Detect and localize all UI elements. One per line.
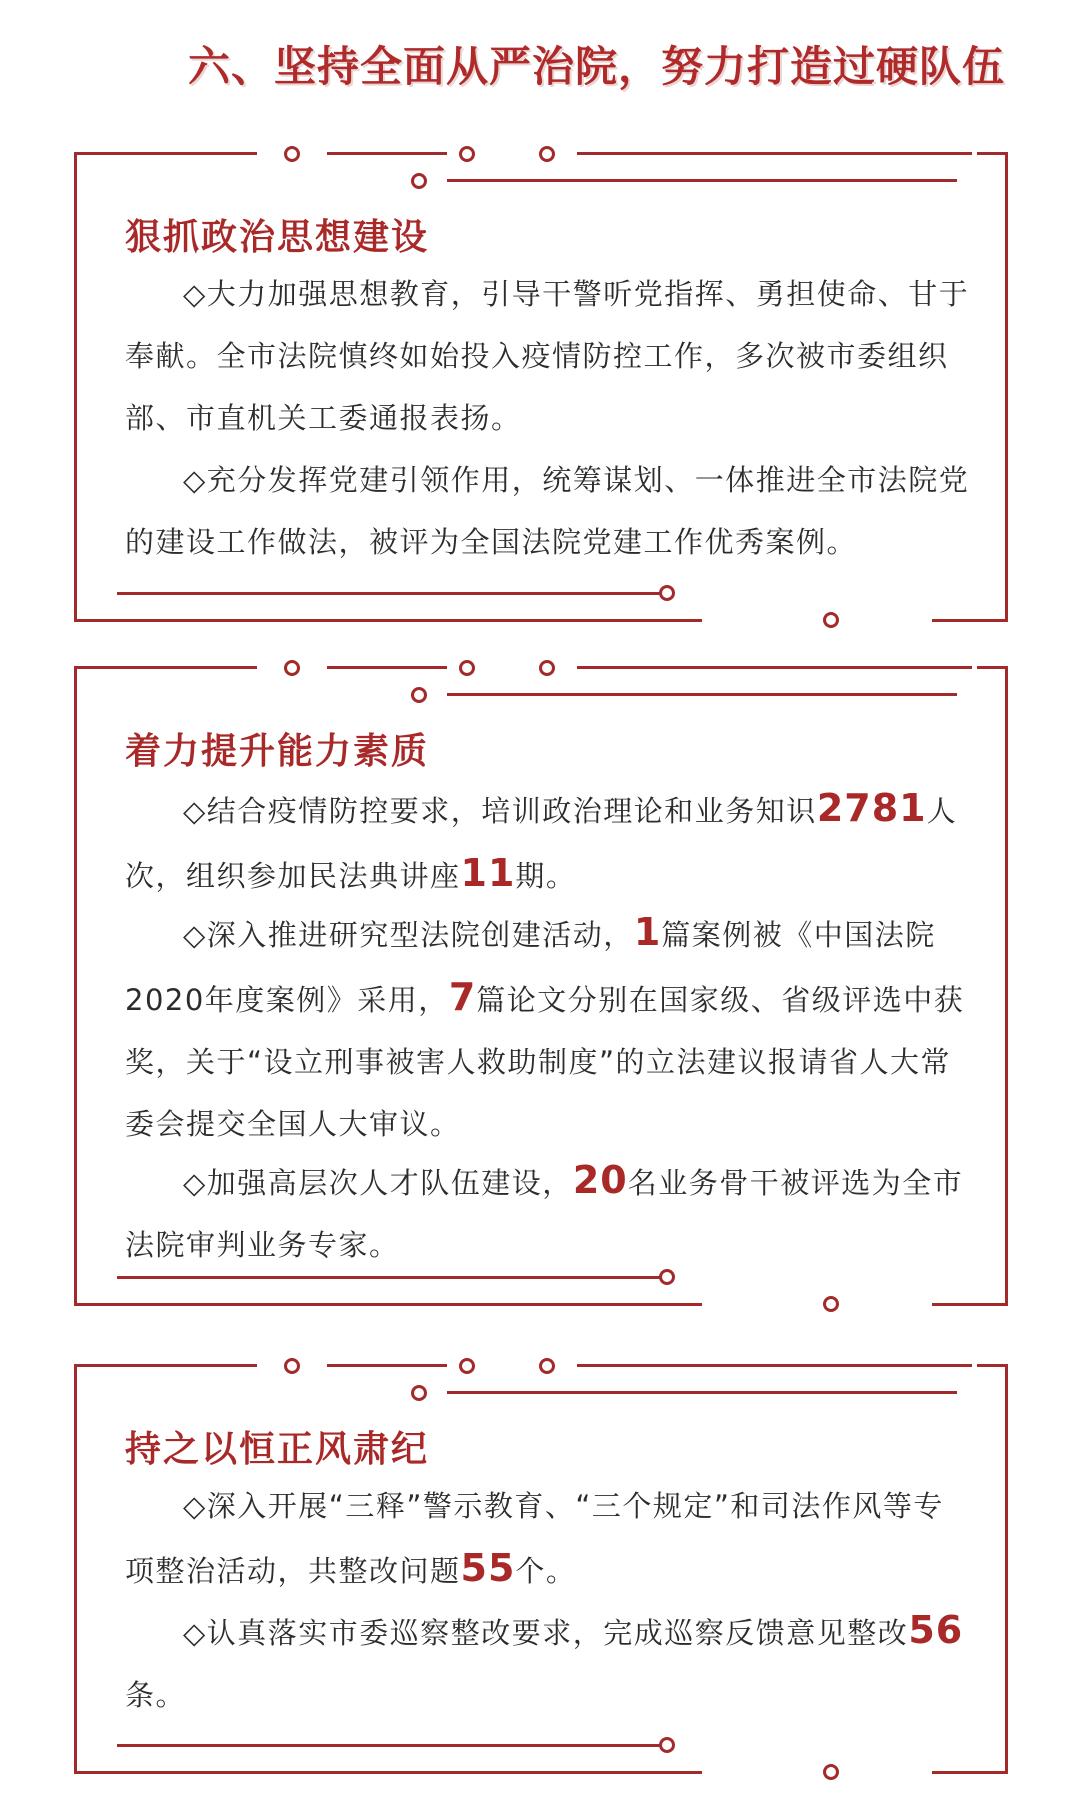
ring-ornament	[539, 146, 555, 162]
section-heading: 持之以恒正风肃纪	[125, 1429, 430, 1470]
page-title: 六、坚持全面从严治院，努力打造过硬队伍	[187, 42, 1005, 91]
section-paragraph: ◇认真落实市委巡察整改要求，完成巡察反馈意见整改56条。	[125, 1608, 964, 1712]
section-paragraph: ◇深入推进研究型法院创建活动，1篇案例被《中国法院2020年度案例》采用，7篇论文分别在国家级、省级评选中获奖，关于“设立刑事被害人救助制度”的立法建议报请省人大常委会提交全国人大审议。	[125, 910, 965, 1141]
card-top-decoration	[77, 152, 1005, 212]
section-card-discipline	[74, 1364, 1008, 1774]
ring-ornament	[459, 146, 475, 162]
section-heading: 狠抓政治思想建设	[125, 217, 430, 258]
section-paragraph: ◇加强高层次人才队伍建设，20名业务骨干被评选为全市法院审判业务专家。	[125, 1158, 964, 1262]
highlight-number: 2781	[816, 786, 927, 830]
ring-ornament	[659, 585, 675, 601]
ring-ornament	[539, 1358, 555, 1374]
ring-ornament	[411, 173, 427, 189]
ring-ornament	[823, 612, 839, 628]
section-card-political	[74, 152, 1008, 622]
ring-ornament	[284, 146, 300, 162]
card-top-decoration	[77, 1364, 1005, 1424]
ring-ornament	[411, 1385, 427, 1401]
ring-ornament	[411, 687, 427, 703]
highlight-number: 55	[460, 1546, 516, 1590]
ring-ornament	[823, 1296, 839, 1312]
section-paragraph: ◇大力加强思想教育，引导干警听党指挥、勇担使命、甘于奉献。全市法院慎终如始投入疫情防控工作，多次被市委组织部、市直机关工委通报表扬。	[125, 277, 970, 435]
section-paragraph: ◇充分发挥党建引领作用，统筹谋划、一体推进全市法院党的建设工作做法，被评为全国法院党建工作优秀案例。	[125, 463, 970, 559]
highlight-number: 7	[448, 975, 477, 1019]
section-card-capability	[74, 666, 1008, 1306]
ring-ornament	[823, 1764, 839, 1780]
section-paragraph: ◇结合疫情防控要求，培训政治理论和业务知识2781人次，组织参加民法典讲座11期。	[125, 786, 958, 895]
ring-ornament	[459, 660, 475, 676]
ring-ornament	[539, 660, 555, 676]
highlight-number: 20	[572, 1158, 628, 1202]
section-paragraph: ◇深入开展“三释”警示教育、“三个规定”和司法作风等专项整治活动，共整改问题55个。	[125, 1489, 944, 1590]
ring-ornament	[659, 1737, 675, 1753]
ring-ornament	[459, 1358, 475, 1374]
ring-ornament	[284, 1358, 300, 1374]
section-heading: 着力提升能力素质	[125, 731, 430, 772]
highlight-number: 11	[460, 851, 516, 895]
card-top-decoration	[77, 666, 1005, 726]
highlight-number: 56	[908, 1608, 964, 1652]
ring-ornament	[284, 660, 300, 676]
highlight-number: 1	[633, 910, 662, 954]
